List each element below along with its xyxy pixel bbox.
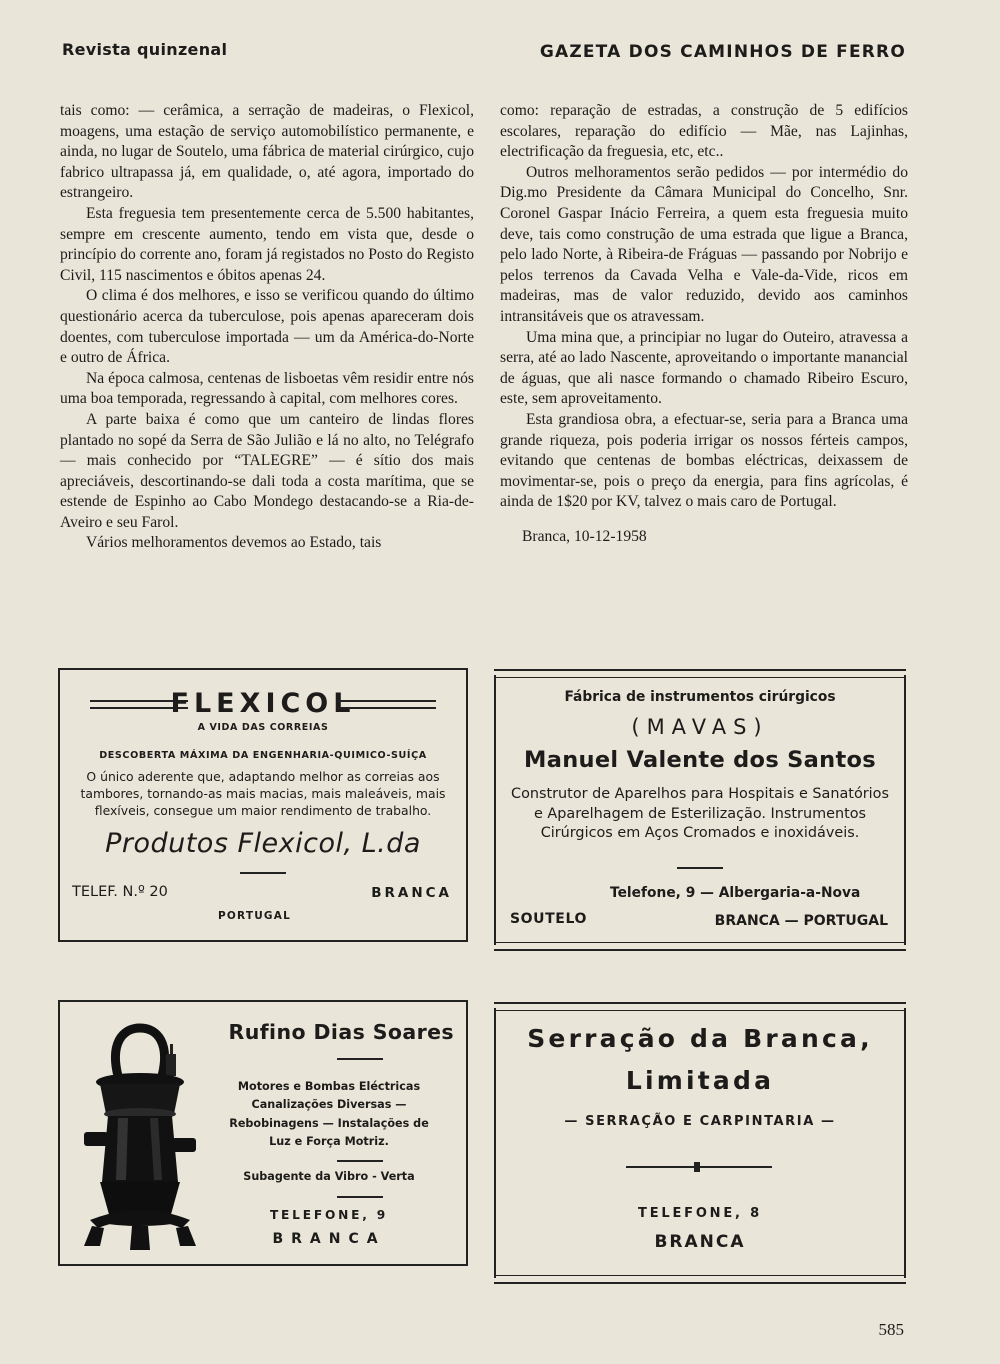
flexicol-company: Produtos Flexicol, L.da (105, 828, 421, 859)
paragraph: Na época calmosa, centenas de lisboetas vêm residir entre nós uma boa temporada, regressando à capital, com melhores cores. (60, 369, 474, 408)
rufino-name: Rufino Dias Soares (228, 1020, 454, 1044)
paragraph: Esta freguesia tem presentemente cerca de 5.500 habitantes, sempre em crescente aumento, tendo em vista que, desde o princípio do corrente ano, foram já registados no Posto do Registo Civil, 115 nascimentos e óbitos apenas 24. (60, 204, 474, 284)
serracao-ad (494, 1008, 906, 1278)
divider-ornament (694, 1162, 700, 1172)
rufino-phone: TELEFONE, 9 (269, 1208, 389, 1222)
paragraph: Esta grandiosa obra, a efectuar-se, seria para a Branca uma grande riqueza, pois poderia irrigar os nossos férteis campos, evitando que centenas de bombas eléctricas, deixassem de movimentar-se, pois o preço da energia, para fins agrícolas, é ainda de 1$20 por KV, talvez o mais caro de Portugal. (500, 410, 908, 511)
article-column-left (60, 101, 474, 554)
header-left: Revista quinzenal (62, 40, 228, 59)
article-column-right (500, 101, 908, 547)
mavas-place: SOUTELO (510, 911, 587, 927)
divider (337, 1058, 383, 1060)
flexicol-title-row (70, 688, 456, 718)
header-right: GAZETA DOS CAMINHOS DE FERRO (539, 42, 906, 62)
serracao-title-line1: Serração da Branca, (527, 1024, 873, 1053)
serracao-town: BRANCA (654, 1232, 746, 1252)
page-number: 585 (878, 1320, 904, 1339)
rufino-town: BRANCA (272, 1231, 386, 1247)
rufino-description: Motores e Bombas Eléctricas Canalizações Diversas — Rebobinagens — Instalações de Luz e Força Motriz. (229, 1080, 429, 1149)
paragraph: O clima é dos melhores, e isso se verificou quando do último questionário acerca da tuberculose, pois apenas apareceram dois doentes, com tuberculose importada — um da América-do-Norte e outro de África. (60, 287, 474, 367)
serracao-subtitle: — SERRAÇÃO E CARPINTARIA — (564, 1114, 836, 1129)
divider (337, 1196, 383, 1198)
article-signature: Branca, 10-12-1958 (522, 527, 647, 545)
flexicol-discovery: DESCOBERTA MÁXIMA DA ENGENHARIA-QUIMICO-SUÍÇA (99, 750, 427, 761)
serracao-phone: TELEFONE, 8 (638, 1206, 762, 1221)
mavas-factory: Fábrica de instrumentos cirúrgicos (564, 689, 836, 705)
flexicol-phone: TELEF. N.º 20 (72, 884, 168, 900)
paragraph: tais como: — cerâmica, a serração de madeiras, o Flexicol, moagens, uma estação de serviço automobilístico permanente, e ainda, no lugar de Soutelo, uma fábrica de material cirúrgico, cujo fabrico ultrapassa já, em qualidade, o, até agora, importado do estrangeiro. (60, 102, 474, 202)
rufino-subagent: Subagente da Vibro - Verta (243, 1170, 415, 1183)
paragraph: A parte baixa é como que um canteiro de lindas flores plantado no sopé da Serra de São Julião e lá no alto, no Telégrafo — mais conhecido por “TALEGRE” — é sítio dos mais apreciáveis, descortinando-se dali toda a costa marítima, que se estende de Espinho ao Cabo Mondego destacando-se a Ria-de-Aveiro e seu Farol. (60, 410, 474, 531)
paragraph: Outros melhoramentos serão pedidos — por intermédio do Dig.mo Presidente da Câmara Municipal do Concelho, Snr. Coronel Gaspar Inácio Ferreira, a quem esta freguesia muito deve, tais como construção de uma estrada que ligue a Branca, pelo lado Norte, à Ribeira-de Fráguas — passando por Nobrijo e pelos terrenos da Cavada Velha e Vale-da-Vide, ricos em madeiras, mas de valor reduzido, devido aos caminhos intransitáveis que os atravessam. (500, 163, 908, 325)
mavas-phone: Telefone, 9 — Albergaria-a-Nova (610, 885, 861, 901)
mavas-name: Manuel Valente dos Santos (524, 747, 876, 773)
flexicol-tagline: A VIDA DAS CORREIAS (197, 722, 329, 733)
mavas-town: BRANCA — PORTUGAL (714, 913, 888, 929)
divider (337, 1160, 383, 1162)
flexicol-ad (58, 668, 468, 942)
divider (240, 872, 286, 874)
rufino-ad (58, 1000, 468, 1266)
divider (677, 867, 723, 869)
mavas-description: Construtor de Aparelhos para Hospitais e Sanatórios e Aparelhagem de Esterilização. Instrumentos Cirúrgicos em Aços Cromados e inoxidáveis. (511, 786, 889, 841)
flexicol-description: O único aderente que, adaptando melhor as correias aos tambores, tornando-as mais macias, mais maleáveis, mais flexíveis, consegue um maior rendimento de trabalho. (80, 769, 446, 818)
electric-pump-icon (70, 1014, 208, 1254)
double-rule (338, 700, 436, 709)
flexicol-title: FLEXICOL (170, 688, 356, 719)
serracao-title-line2: Limitada (625, 1066, 775, 1095)
paragraph: Uma mina que, a principiar no lugar do Outeiro, atravessa a serra, até ao lado Nascente, aproveitando o importante manancial de águas, que ali nasce formando o chamado Ribeiro Escuro, este, sem aproveitamento. (500, 328, 908, 408)
flexicol-town: BRANCA (371, 885, 452, 901)
mavas-ad (494, 675, 906, 945)
flexicol-country: PORTUGAL (218, 910, 291, 922)
paragraph: Vários melhoramentos devemos ao Estado, tais (86, 534, 382, 552)
mavas-brand: (MAVAS) (631, 715, 769, 739)
paragraph: como: reparação de estradas, a construção de 5 edifícios escolares, reparação do edifício — Mãe, nas Lajinhas, electrificação da freguesia, etc, etc.. (500, 102, 908, 161)
